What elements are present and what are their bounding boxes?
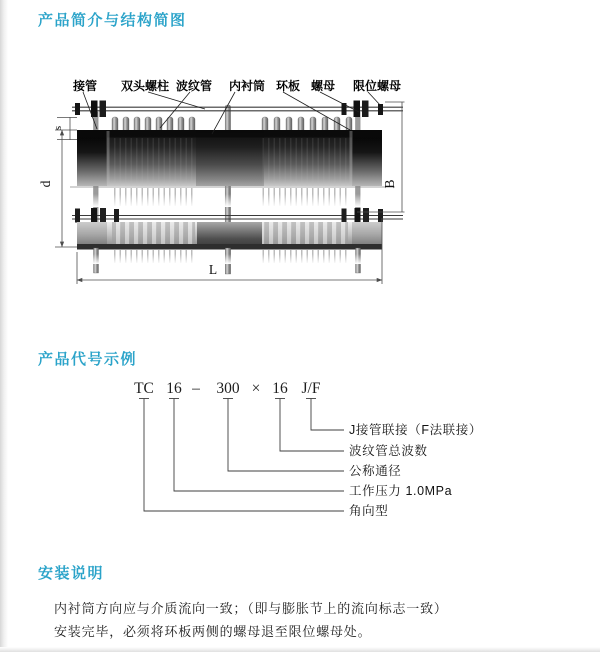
code-token-waves: 16	[272, 380, 288, 397]
dim-label-d: d	[38, 180, 53, 188]
code-token-times: ×	[251, 380, 261, 397]
install-instruction-line: 安装完毕，必须将环板两侧的螺母退至限位螺母处。	[54, 624, 372, 639]
dimension-d	[38, 130, 77, 247]
code-token-connection: J/F	[301, 380, 321, 397]
tie-rod-lower	[72, 208, 403, 223]
code-token-diameter: 300	[216, 380, 240, 397]
bellows-reflection-upper	[70, 188, 395, 207]
part-label-inner-sleeve: 内衬筒	[228, 79, 266, 93]
dim-label-B: B	[382, 179, 397, 189]
code-token-type: TC	[134, 380, 154, 397]
section-heading-intro: 产品简介与结构简图	[38, 12, 187, 29]
pipe-end-left	[77, 130, 107, 186]
code-token-dash: –	[192, 380, 200, 397]
bellows-ghost-lower	[70, 250, 395, 264]
install-instruction-line: 内衬筒方向应与介质流向一致；（即与膨胀节上的流向标志一致）	[54, 601, 448, 616]
code-label-waves: 波纹管总波数	[349, 444, 428, 458]
dim-label-s: s	[52, 125, 64, 131]
dim-label-L: L	[208, 262, 218, 277]
code-label-diameter: 公称通径	[349, 464, 402, 478]
joint-body-upper	[77, 130, 382, 186]
code-label-connection: J接管联接（F法联接）	[349, 423, 482, 437]
pipe-end-right	[352, 130, 382, 186]
code-token-pressure: 16	[166, 380, 182, 397]
part-label-limit-nut: 限位螺母	[352, 79, 402, 93]
dimension-s	[52, 117, 77, 140]
product-code-diagram	[120, 374, 490, 524]
scan-edge-bottom	[0, 647, 600, 652]
scan-edge-left	[0, 0, 8, 652]
code-tokens	[134, 380, 321, 397]
part-label-nut: 螺母	[310, 79, 336, 93]
section-heading-install: 安装说明	[38, 565, 105, 582]
part-label-double-stud: 双头螺柱	[120, 79, 170, 93]
code-connectors	[139, 399, 344, 512]
code-meaning-labels	[349, 422, 482, 518]
section-heading-code: 产品代号示例	[38, 351, 138, 368]
joint-body-lower	[77, 222, 382, 250]
part-label-bellows: 波纹管	[175, 79, 213, 93]
part-label-pipe-end: 接管	[72, 79, 98, 93]
code-label-type: 角向型	[349, 504, 389, 518]
part-labels	[72, 78, 401, 93]
part-label-ring-plate: 环板	[275, 79, 301, 93]
expansion-joint-structure-diagram	[35, 62, 465, 302]
code-label-pressure: 工作压力 1.0MPa	[349, 484, 453, 498]
inner-sleeve-section	[196, 130, 264, 186]
